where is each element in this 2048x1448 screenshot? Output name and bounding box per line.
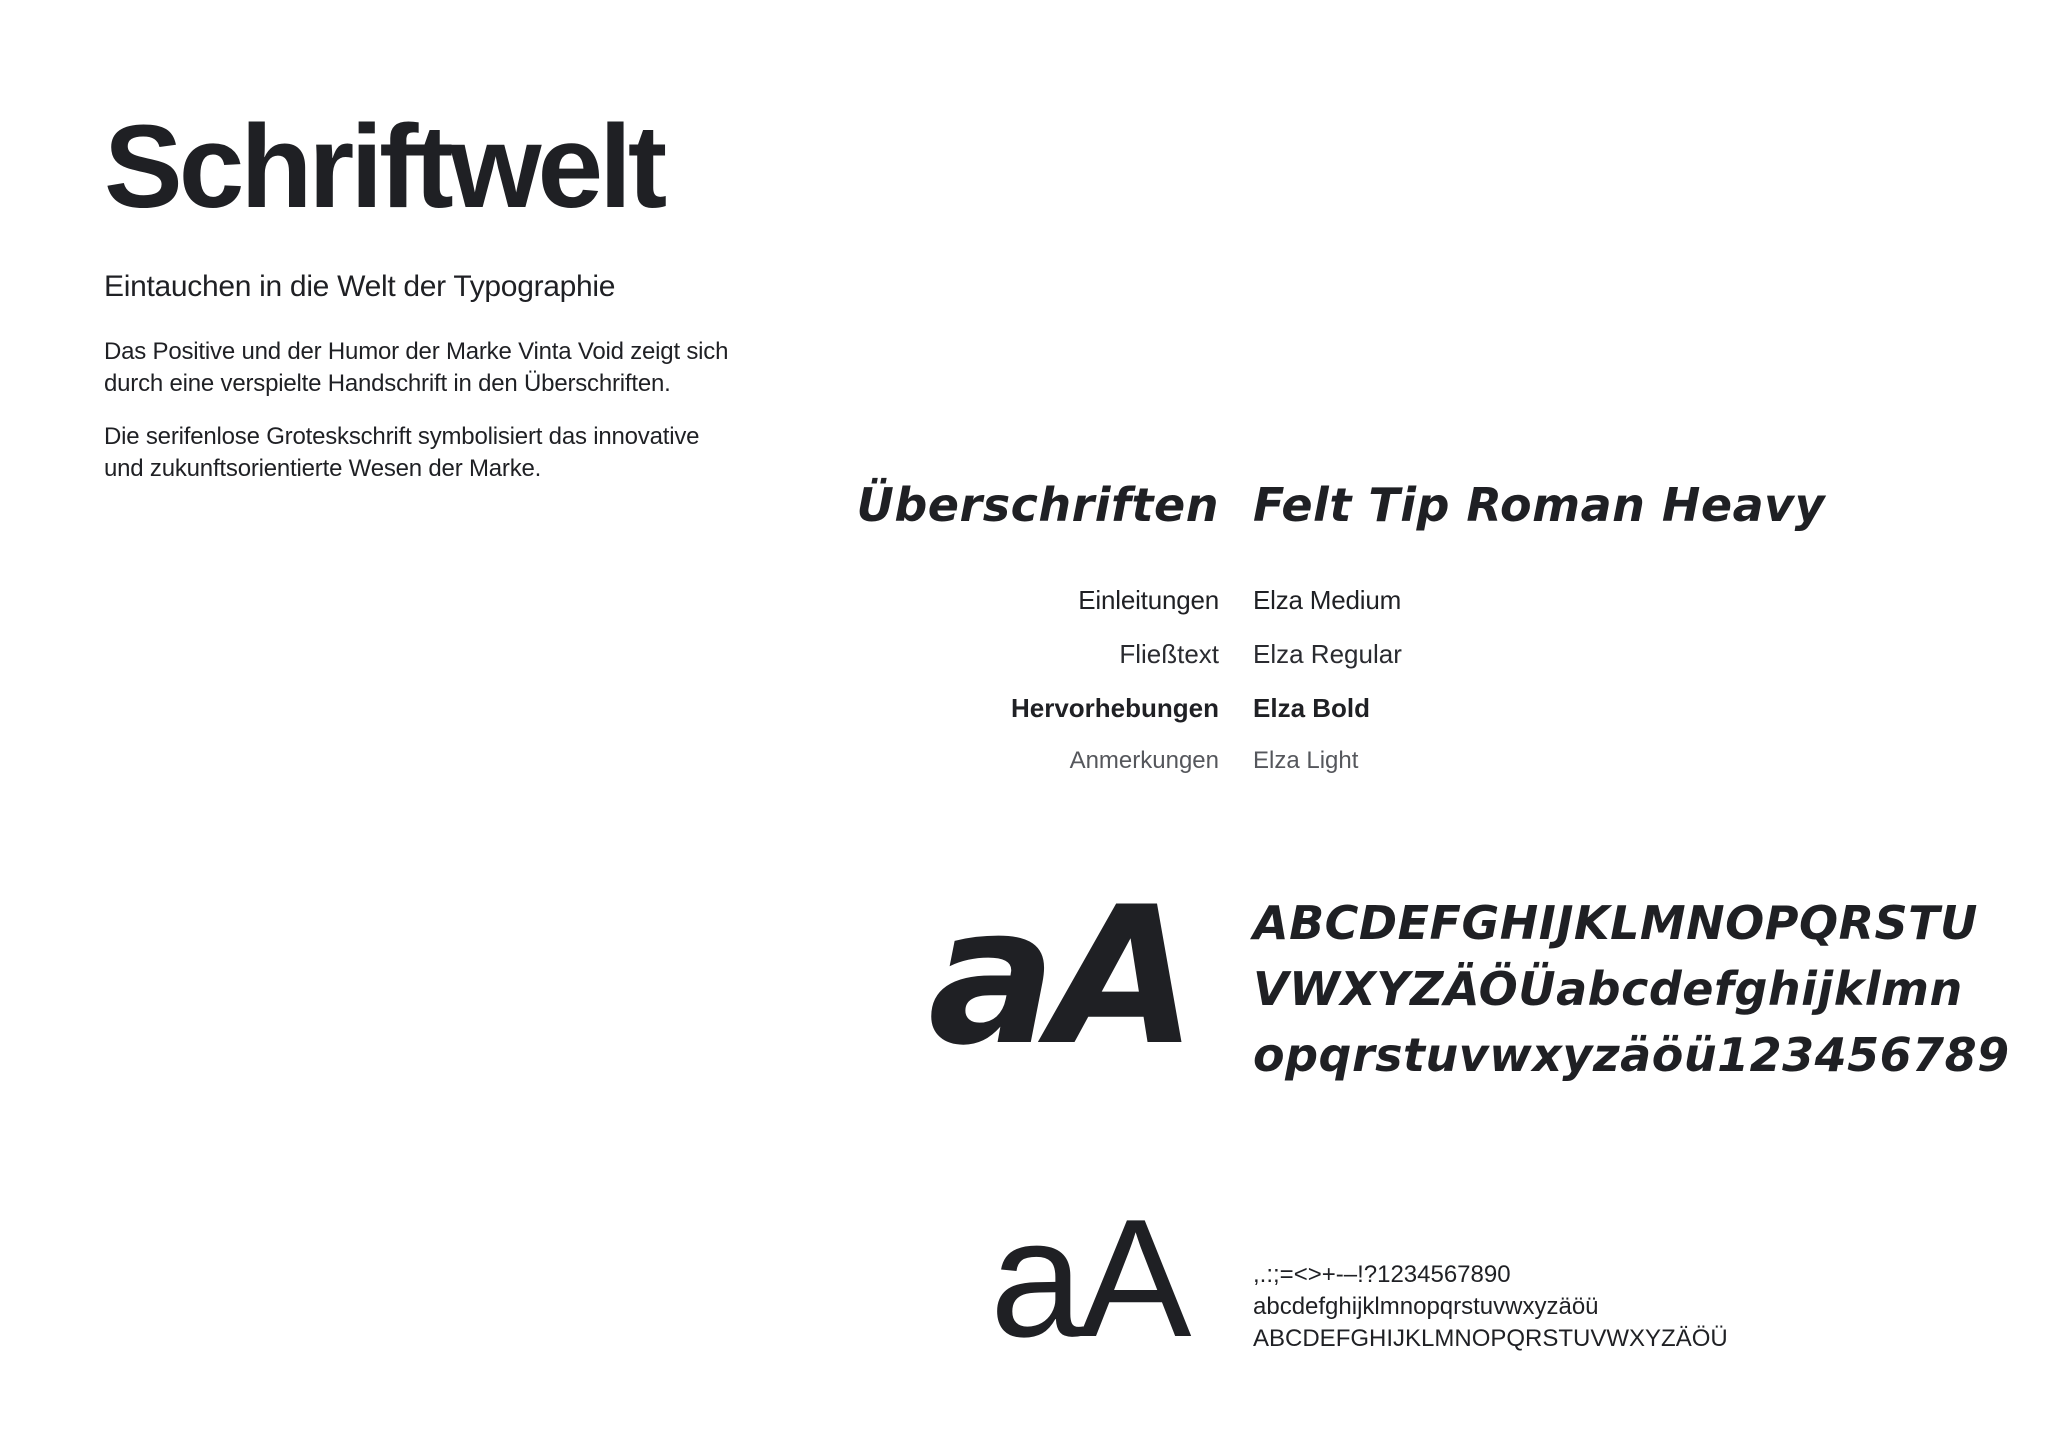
font-row-label: Überschriften xyxy=(856,478,1219,532)
font-row-headings xyxy=(0,478,2048,532)
sans-glyph-line-1: ,.:;=<>+-–!?1234567890 xyxy=(1253,1261,1511,1288)
sans-character-set xyxy=(1253,1259,1728,1355)
font-row-label: Einleitungen xyxy=(1078,585,1219,615)
intro-paragraph-2-line-1: Die serifenlose Groteskschrift symbolisiert das innovative xyxy=(104,423,700,450)
handwritten-glyph-line-2: VWXYZÄÖÜabcdefghijklmn xyxy=(1253,962,1963,1016)
intro-paragraph-1-line-2: durch eine verspielte Handschrift in den Überschriften. xyxy=(104,370,671,397)
font-row-intros xyxy=(0,585,2048,635)
sans-glyph-line-2: abcdefghijklmnopqrstuvwxyzäöü xyxy=(1253,1293,1599,1320)
font-row-label: Anmerkungen xyxy=(1069,747,1219,774)
font-row-value: Elza Bold xyxy=(1253,693,1371,723)
page-subtitle: Eintauchen in die Welt der Typographie xyxy=(104,270,616,303)
handwritten-glyph-line-1: ABCDEFGHIJKLMNOPQRSTU xyxy=(1253,896,1978,950)
intro-paragraph-2 xyxy=(104,421,824,485)
font-row-label: Hervorhebungen xyxy=(1010,693,1219,723)
font-row-label: Fließtext xyxy=(1119,639,1219,669)
sans-glyph-line-3: ABCDEFGHIJKLMNOPQRSTUVWXYZÄÖÜ xyxy=(1253,1325,1728,1352)
font-row-emphasis xyxy=(0,693,2048,743)
intro-paragraph-1-line-1: Das Positive und der Humor der Marke Vinta Void zeigt sich xyxy=(104,338,729,365)
font-row-value: Elza Medium xyxy=(1253,585,1402,615)
page-title: Schriftwelt xyxy=(104,101,664,233)
sans-sample-glyphs: aA xyxy=(990,1184,1188,1372)
font-row-notes xyxy=(0,747,2048,797)
intro-paragraph-1 xyxy=(104,336,824,400)
font-row-body xyxy=(0,639,2048,689)
font-row-value: Elza Regular xyxy=(1253,639,1402,669)
font-row-value: Elza Light xyxy=(1253,747,1359,774)
font-row-value: Felt Tip Roman Heavy xyxy=(1253,478,1826,532)
intro-paragraph-2-line-2: und zukunftsorientierte Wesen der Marke. xyxy=(104,455,542,482)
handwritten-glyph-line-3: opqrstuvwxyzäöü123456789 xyxy=(1253,1028,2010,1082)
handwritten-character-set xyxy=(1253,890,2010,1088)
handwritten-sample-glyphs: aA xyxy=(928,866,1192,1087)
